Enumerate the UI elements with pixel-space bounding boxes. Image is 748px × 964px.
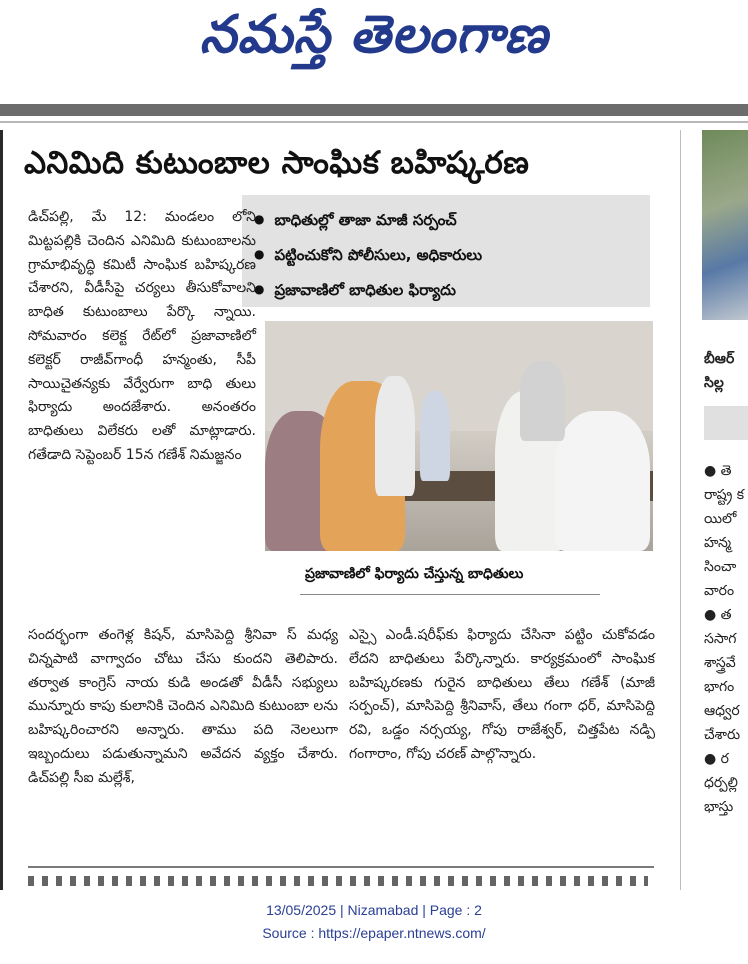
- adjacent-text-line: ● త: [704, 607, 732, 623]
- left-edge-rule: [0, 130, 3, 890]
- photo-person: [375, 376, 415, 496]
- adjacent-article-strip: [698, 130, 748, 890]
- highlights-box: [242, 195, 650, 307]
- thin-divider: [0, 121, 748, 123]
- highlight-item: ● పట్టించుకోని పోలీసులు, అధికారులు: [254, 238, 650, 273]
- page-footer: [0, 890, 748, 964]
- adjacent-highlight-box: [704, 406, 748, 440]
- article-column-3: ఎస్సై ఎండీ.షరీఫ్‌కు ఫిర్యాదు చేసినా పట్టిం చుకోవడం లేదని బాధితులు పేర్కొన్నారు. కార్యక్రమంలో సాంఘిక బహిష్కరణకు గురైన బాధితులు తేలు గణేశ్ (మాజీ సర్పంచ్), మాసిపెద్ది శ్రీనివాస్, తేలు గంగా ధర్, మాసిపెద్ది రవి, ఒడ్డం నర్సయ్య, గోపు రాజేశ్వర్, చిత్తపేట నడ్పి గంగారాం, గోపు చరణ్ పాల్గొన్నారు.: [349, 627, 655, 762]
- adjacent-text-line: ఆధ్వర: [704, 703, 740, 719]
- adjacent-text-line: సిల్ల: [704, 375, 724, 391]
- adjacent-text-line: చేశారు: [704, 727, 741, 743]
- column-divider: [680, 130, 681, 890]
- adjacent-photo: [702, 130, 748, 320]
- adjacent-text-line: ససాగ: [704, 631, 737, 647]
- article-photo: [265, 321, 653, 551]
- adjacent-text-line: వారం: [704, 583, 735, 599]
- photo-caption: ప్రజావాణిలో ఫిర్యాదు చేస్తున్న బాధితులు: [305, 566, 524, 582]
- photo-person: [420, 391, 450, 481]
- adjacent-text-line: భాస్తు: [704, 799, 734, 815]
- article-column-2: సందర్భంగా తంగెళ్ల కిషన్, మాసిపెద్ది శ్రీనివా స్ మధ్య చిన్నపాటి వాగ్వాదం చోటు చేసు కుందని తెలిపారు. తర్వాత కాంగ్రెస్ నాయ కుడి అండతో వీడీసీ సభ్యులు మున్నూరు కాపు కులానికి చెందిన ఎనిమిది కుటుంబా లను బహిష్కరించారని అన్నారు. తాము పది నెలలుగా ఇబ్బందులు పడుతున్నామని అవేదన వ్యక్తం చేశారు. డిచ్‌పల్లి సీఐ మల్లేశ్,: [28, 627, 338, 786]
- bottom-divider: [28, 866, 654, 868]
- adjacent-text-line: యిలో: [704, 511, 737, 527]
- cropped-next-headline: [28, 876, 648, 886]
- adjacent-text-line: రాష్ట్ర క: [704, 487, 745, 503]
- newspaper-logo: నమస్తే తెలంగాణ: [199, 4, 549, 65]
- footer-date-edition: 13/05/2025 | Nizamabad | Page : 2: [266, 902, 482, 918]
- adjacent-text-line: శాస్త్రవే: [704, 655, 736, 671]
- footer-source-link[interactable]: Source : https://epaper.ntnews.com/: [262, 925, 486, 941]
- masthead: [0, 0, 748, 100]
- adjacent-text-line: భాగం: [704, 679, 735, 695]
- adjacent-text-line: సించా: [704, 559, 737, 575]
- photo-person: [520, 361, 565, 441]
- photo-person: [555, 411, 650, 551]
- adjacent-text-line: బీఆర్: [704, 351, 735, 367]
- article-headline: ఎనిమిది కుటుంబాల సాంఘిక బహిష్కరణ: [24, 145, 530, 181]
- highlight-item: ● ప్రజావాణిలో బాధితుల ఫిర్యాదు: [254, 273, 650, 308]
- highlight-item: ● బాధితుల్లో తాజా మాజీ సర్పంచ్: [254, 203, 650, 238]
- caption-underline: [300, 594, 600, 595]
- masthead-divider: [0, 104, 748, 116]
- adjacent-text-line: ● ర: [704, 751, 729, 767]
- adjacent-text-line: ధర్పల్లి: [704, 775, 738, 791]
- adjacent-text-line: ● తె: [704, 463, 732, 479]
- adjacent-text-line: హన్మ: [704, 535, 732, 551]
- article-column-1: డిచ్‌పల్లి, మే 12: మండలం లోని మిట్టపల్లికి చెందిన ఎనిమిది కుటుంబాలను గ్రామాభివృద్ధి కమిటీ సాంఘిక బహిష్కరణ చేశారని, వీడీసీపై చర్యలు తీసుకోవాలని బాధిత కుటుంబాలు పేర్కొ న్నాయి. సోమవారం కలెక్ట రేట్‌లో ప్రజావాణిలో కలెక్టర్ రాజీవ్‌గాంధీ హన్మంతు, సీపీ సాయిచైతన్యకు వేర్వేరుగా బాధి తులు ఫిర్యాదు అందజేశారు. అనంతరం బాధితులు విలేకరు లతో మాట్లాడారు. గతేడాది సెప్టెంబర్ 15న గణేశ్ నిమజ్జనం: [28, 209, 256, 463]
